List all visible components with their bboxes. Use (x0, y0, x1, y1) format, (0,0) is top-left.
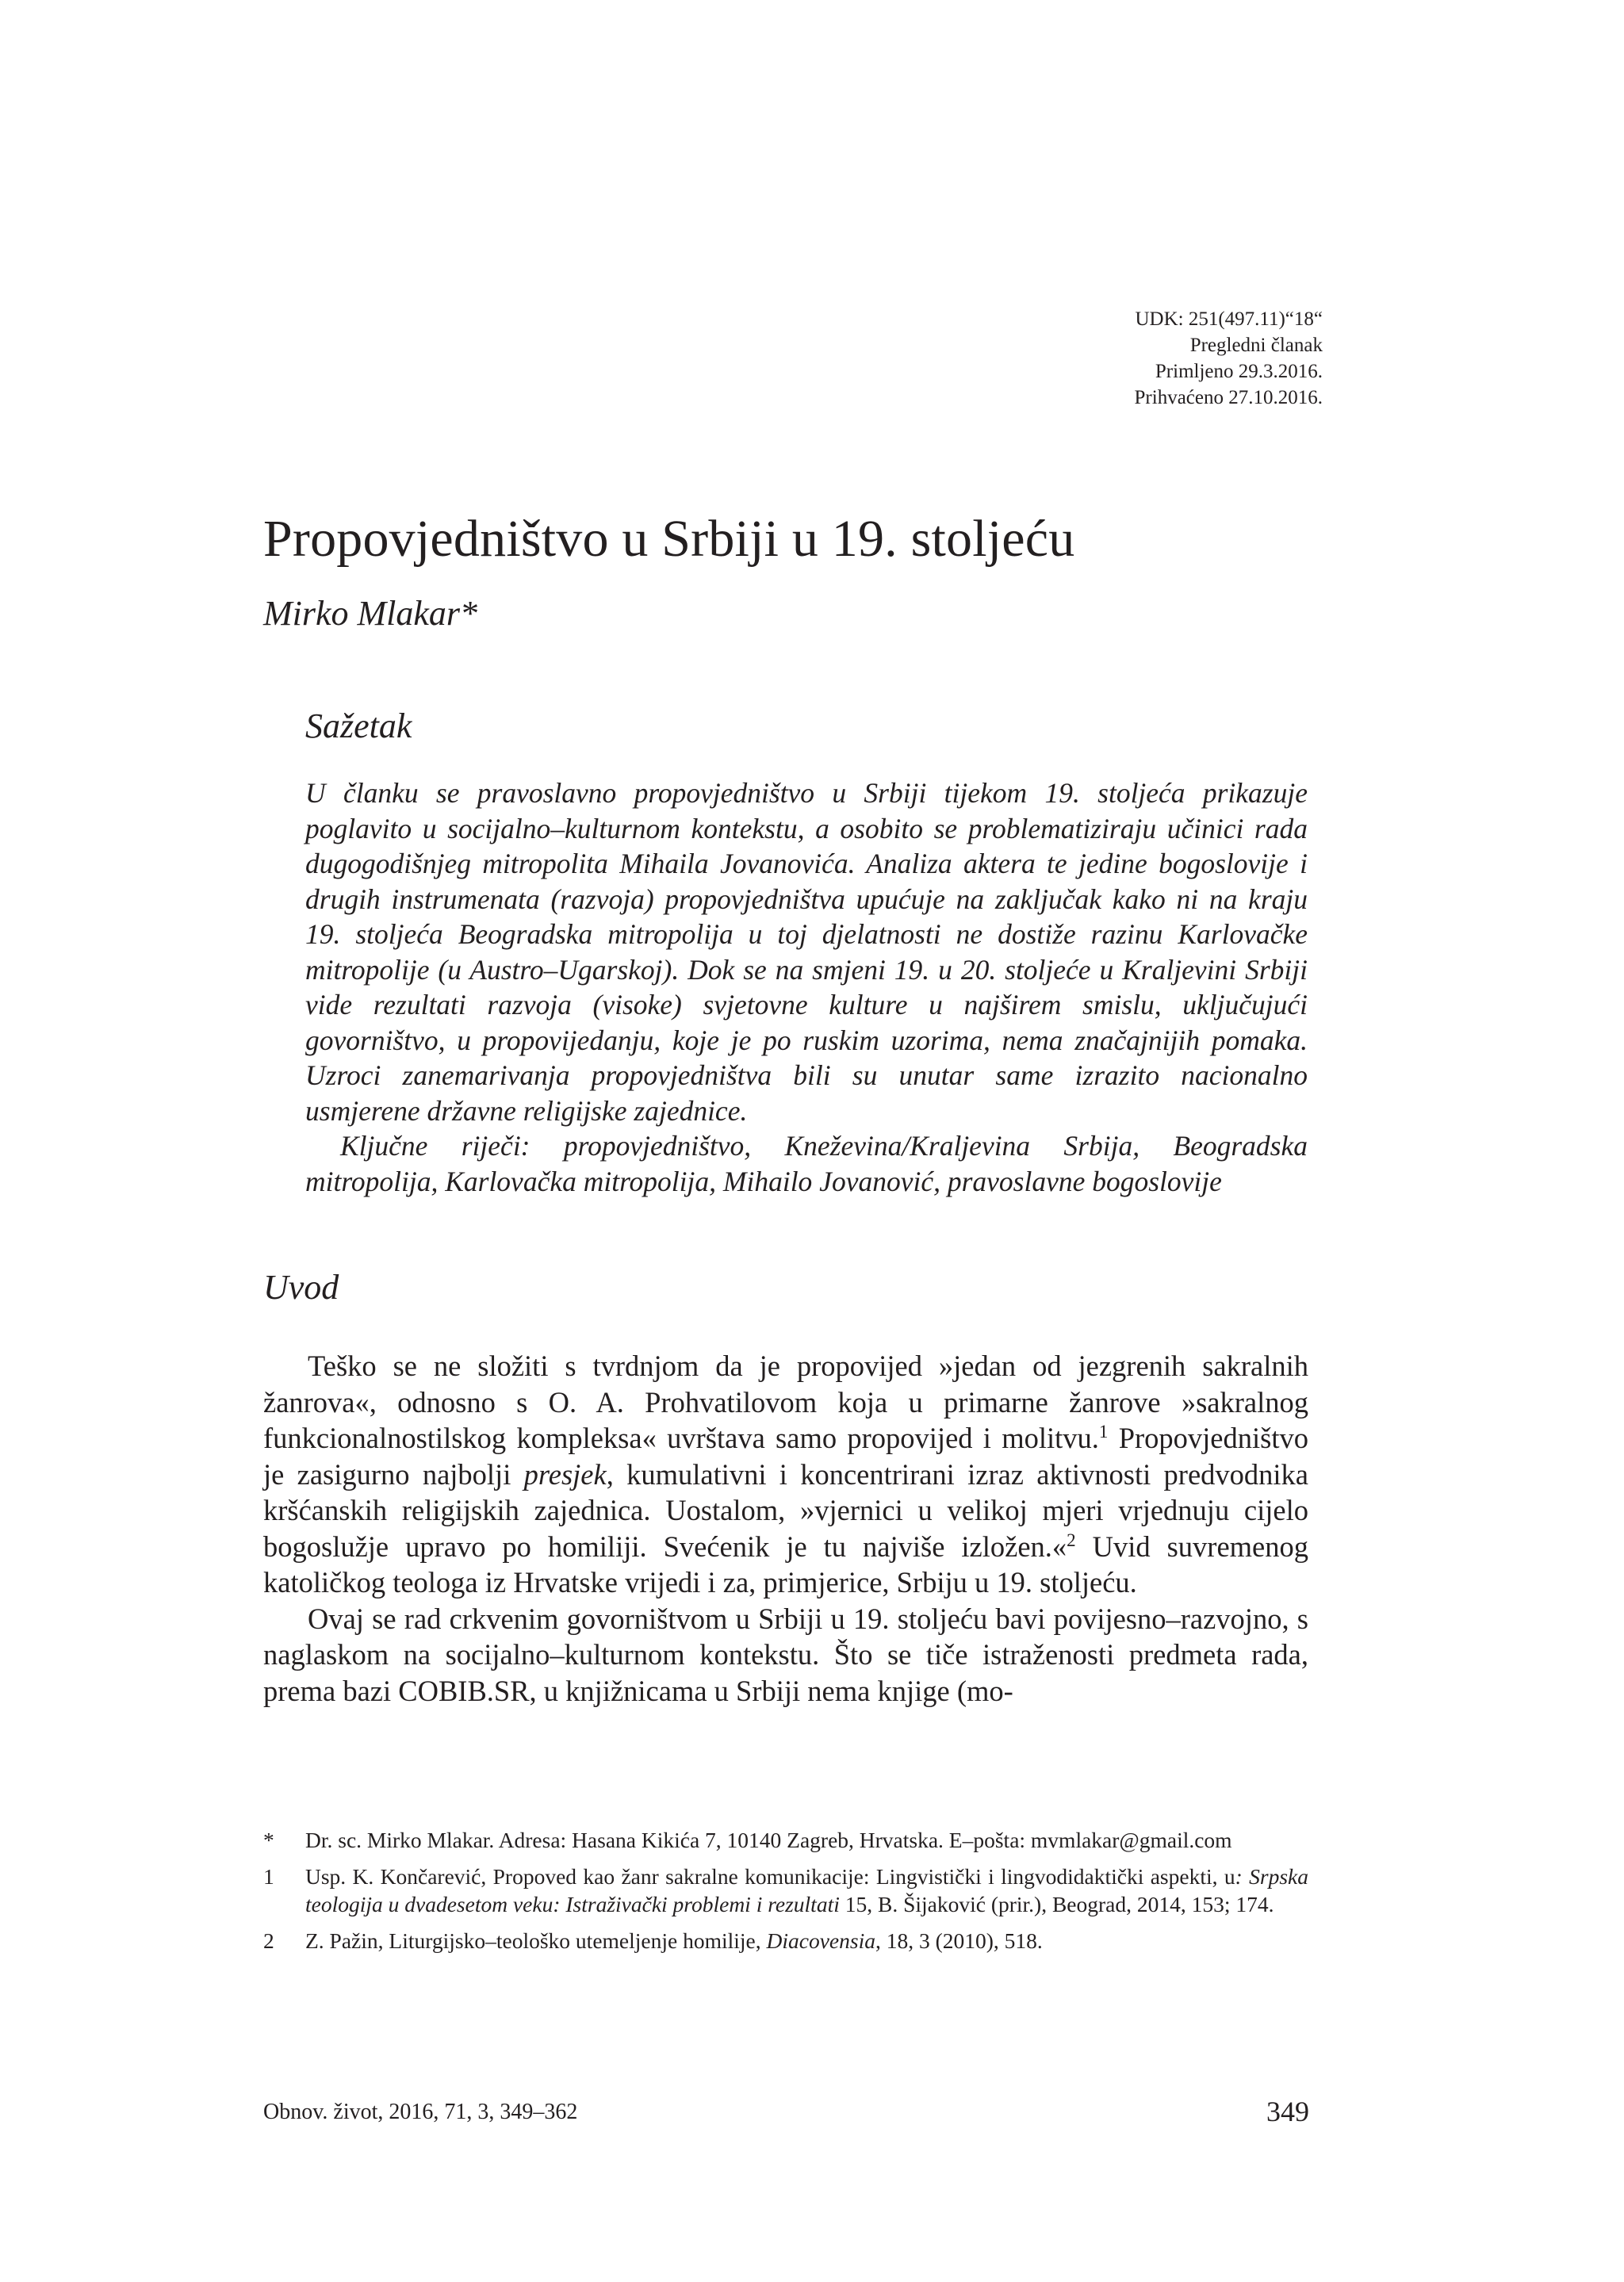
footnote-1-part-b: 15, B. Šijaković (prir.), Beograd, 2014, 153; 174. (839, 1892, 1274, 1916)
paragraph-1-italic: presjek (523, 1457, 607, 1491)
abstract (305, 775, 1308, 1199)
udk-code: UDK: 251(497.11)“18“ (1135, 308, 1323, 330)
article-title: Propovjedništvo u Srbiji u 19. stoljeću (263, 510, 1075, 568)
footnote-ref-1[interactable]: 1 (1098, 1422, 1109, 1442)
page-number: 349 (1266, 2096, 1309, 2127)
paragraph-2: Ovaj se rad crkvenim govorništvom u Srbiji u 19. stoljeću bavi povijesno–razvojno, s naglaskom na socijalno–kulturnom kontekstu. Što se tiče istraženosti predmeta rada, prema bazi COBIB.SR, u knjižnicama u Srbiji nema knjige (mo- (263, 1602, 1308, 1707)
footnote-2 (263, 1927, 1308, 1955)
paragraph-1-part-d: Uvid suvremenog katoličkog teologa iz Hrvatske vrijedi i za, primjerice, Srbiju u 19. stoljeću. (263, 1530, 1308, 1599)
footnote-2-part-b: , 18, 3 (2010), 518. (875, 1928, 1043, 1953)
footnote-text (305, 1863, 1308, 1918)
footnote-2-italic: Diacovensia (766, 1928, 875, 1953)
footnote-1 (263, 1863, 1308, 1918)
author-name: Mirko Mlakar* (263, 594, 478, 633)
footnote-text (305, 1927, 1308, 1955)
footnote-mark: 1 (263, 1864, 274, 1889)
received-date: Primljeno 29.3.2016. (1155, 361, 1323, 382)
abstract-text: U članku se pravoslavno propovjedništvo u Srbiji tijekom 19. stoljeća prikazuje poglavito u socijalno–kulturnom kontekstu, a osobito se problematiziraju učinici rada dugogodišnjeg mitropolita Mihaila Jovanovića. Analiza aktera te jedine bogoslovije i drugih instrumenata (razvoja) propovjedništva upućuje na zaključak kako ni na kraju 19. stoljeća Beogradska mitropolija u toj djelatnosti ne dostiže razinu Karlovačke mitropolije (u Austro–Ugarskoj). Dok se na smjeni 19. u 20. stoljeće u Kraljevini Srbiji vide rezultati razvoja (visoke) svjetovne kulture u najširem smislu, uključujući govorništvo, u propovijedanju, koje je po ruskim uzorima, nema značajnijih pomaka. Uzroci zanemarivanja propovjedništva bili su unutar same izrazito nacionalno usmjerene državne religijske zajednice. (305, 777, 1308, 1127)
footnote-1-italic: : Srpska teologija u dvadesetom veku: Istraživački problemi i rezultati (305, 1864, 1308, 1916)
footnote-mark: * (263, 1828, 274, 1852)
paragraph-1-part-a: Teško se ne složiti s tvrdnjom da je propovijed »jedan od jezgrenih sakralnih žanrova«, odnosno s O. A. Prohvatilovom koja u primarne žanrove »sakralnog funkcionalnostilskog kompleksa« uvrštava samo propovijed i molitvu. (263, 1350, 1308, 1454)
footnote-mark: 2 (263, 1928, 274, 1953)
footnote-1-part-a: Usp. K. Končarević, Propoved kao žanr sakralne komunikacije: Lingvistički i lingvodidaktički aspekti, u (305, 1864, 1235, 1889)
section-heading-uvod: Uvod (263, 1268, 339, 1307)
footnote-author (263, 1826, 1308, 1854)
footnote-ref-2[interactable]: 2 (1067, 1530, 1076, 1550)
footnote-text: Dr. sc. Mirko Mlakar. Adresa: Hasana Kikića 7, 10140 Zagreb, Hrvatska. E–pošta: mvmlakar@gmail.com (305, 1828, 1232, 1852)
journal-citation: Obnov. život, 2016, 71, 3, 349–362 (263, 2100, 578, 2124)
footnotes (263, 1826, 1308, 1963)
article-metadata (1135, 306, 1323, 411)
body-text (263, 1348, 1308, 1709)
paragraph-1 (263, 1348, 1308, 1601)
paragraph-1-part-b: Propovjedništvo je zasigurno najbolji (263, 1422, 1308, 1491)
paragraph-1-part-c: , kumulativni i koncentrirani izraz aktivnosti predvodnika kršćanskih religijskih zajednica. Uostalom, »vjernici u velikoj mjeri vrjednuju cijelo bogoslužje upravo po homiliji. Svećenik je tu najviše izložen.« (263, 1457, 1308, 1563)
article-type: Pregledni članak (1189, 335, 1323, 356)
footnote-2-part-a: Z. Pažin, Liturgijsko–teološko utemeljenje homilije, (305, 1928, 767, 1953)
accepted-date: Prihvaćeno 27.10.2016. (1134, 387, 1323, 408)
keywords: Ključne riječi: propovjedništvo, Kneževina/Kraljevina Srbija, Beogradska mitropolija, Karlovačka mitropolija, Mihailo Jovanović, pravoslavne bogoslovije (305, 1130, 1308, 1197)
abstract-heading: Sažetak (305, 706, 412, 745)
